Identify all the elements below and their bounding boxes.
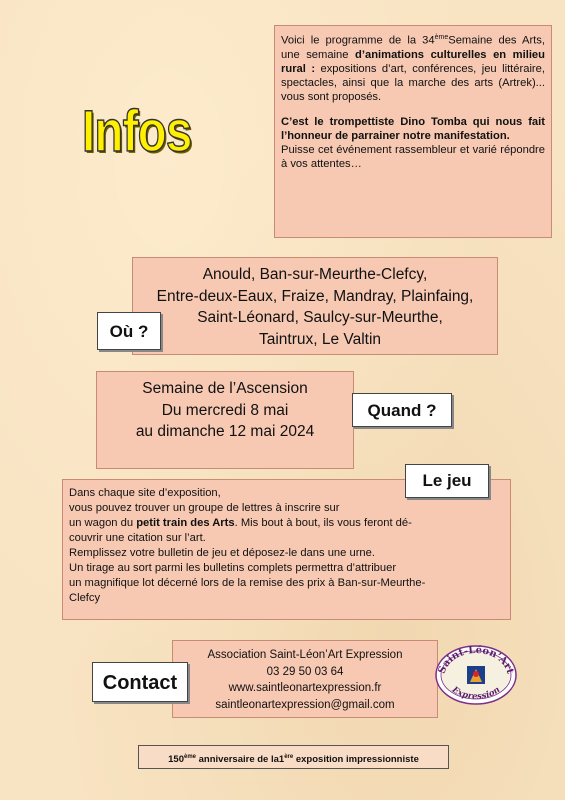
anniversary-number: 150 (168, 754, 184, 766)
intro-paragraph-1 (281, 31, 545, 104)
game-text-line: Remplissez votre bulletin de jeu et déposez-le dans une urne. (69, 547, 375, 559)
location-line: Anould, Ban-sur-Meurthe-Clefcy, (202, 266, 428, 283)
date-line: Semaine de l’Ascension (142, 380, 308, 397)
intro-paragraph-2 (281, 115, 545, 171)
email-link[interactable]: saintleonartexpression@gmail.com (215, 698, 395, 711)
game-text: . Mis bout à bout, ils vous feront dé- (234, 517, 412, 529)
train-text: petit train des Arts (136, 517, 235, 529)
page-title: Infos (82, 99, 192, 164)
game-text-line (69, 516, 504, 531)
phone-number: 03 29 50 03 64 (266, 665, 344, 678)
intro-box (274, 25, 552, 238)
association-logo (434, 644, 518, 706)
intro-text: Semaine des Arts, une semaine (281, 34, 545, 61)
contact-box (172, 640, 438, 718)
logo-top-text: Saint-Léon’Art (436, 644, 516, 676)
website-link[interactable]: www.saintleonartexpression.fr (228, 682, 382, 694)
intro-superscript: ème (434, 34, 449, 41)
game-text-line: Dans chaque site d’exposition, (69, 487, 221, 499)
location-line: Taintrux, Le Valtin (258, 330, 382, 348)
intro-text: expositions d’art, conférences, jeu littéraire, spectacles, ainsi que la marche des arts (Artrek)... vous sont proposés. (281, 62, 545, 103)
game-box (62, 479, 511, 620)
association-name: Association Saint-Léon’Art Expression (207, 649, 403, 661)
anniversary-text: exposition impressionniste (293, 754, 419, 766)
game-text-line: couvrir une citation sur l’art. (69, 532, 206, 544)
logo-bottom-text: Expression (449, 684, 503, 702)
anniversary-sup: ème (183, 754, 196, 760)
game-text-line: un magnifique lot décerné lors de la remise des prix à Ban-sur-Meurthe- (69, 577, 426, 589)
game-text-line: vous pouvez trouver un groupe de lettres à inscrire sur (69, 502, 340, 514)
when-box (96, 371, 354, 469)
date-line: au dimanche 12 mai 2024 (135, 423, 315, 440)
date-line: Du mercredi 8 mai (161, 401, 289, 419)
game-text-line: Un tirage au sort parmi les bulletins complets permettra d’attribuer (69, 562, 397, 574)
anniversary-banner (138, 745, 449, 769)
anniversary-text: anniversaire de la1 (196, 754, 285, 766)
game-text: un wagon du (69, 517, 137, 529)
intro-bold: d’animations culturelles en milieu rural : (281, 48, 545, 75)
game-label: Le jeu (405, 464, 489, 498)
anniversary-sup: ère (284, 754, 294, 760)
location-line: Entre-deux-Eaux, Fraize, Mandray, Plainfaing, (156, 287, 474, 305)
contact-label: Contact (92, 662, 188, 702)
when-label: Quand ? (352, 393, 452, 427)
where-label: Où ? (97, 312, 161, 350)
intro-closing: Puisse cet événement rassembleur et varié répondre à vos attentes… (281, 143, 545, 170)
where-box (132, 257, 498, 355)
game-text-line: Clefcy (69, 592, 101, 604)
intro-text: Voici le programme de la 34 (281, 34, 435, 47)
sponsor-text: C’est le trompettiste Dino Tomba qui nous fait l’honneur de parrainer notre manifestation. (281, 115, 545, 142)
location-line: Saint-Léonard, Saulcy-sur-Meurthe, (197, 309, 443, 326)
